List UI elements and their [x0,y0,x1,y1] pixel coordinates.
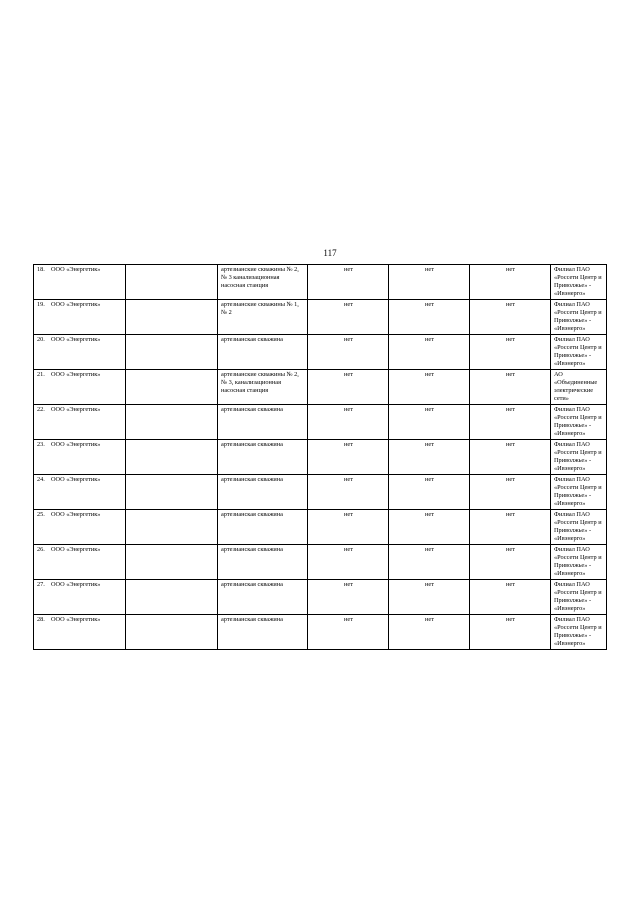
status-cell-2: нет [389,405,470,440]
row-number: 18. [37,266,45,273]
row-number-org-cell [34,510,126,545]
row-number: 19. [37,301,45,308]
row-number-org-cell [34,580,126,615]
row-number-org-cell [34,370,126,405]
table-row [34,300,607,335]
empty-cell [126,440,218,475]
supplier-cell: Филиал ПАО «Россети Центр и Приволжье» - «Ивэнерго» [551,580,607,615]
row-number: 20. [37,336,45,343]
supplier-cell: АО «Объединенные электрические сети» [551,370,607,405]
status-cell-3: нет [470,335,551,370]
status-cell-3: нет [470,440,551,475]
status-cell-1: нет [308,265,389,300]
empty-cell [126,545,218,580]
object-cell: артезианские скважины № 2, № 3 канализационная насосная станция [218,265,308,300]
row-number: 23. [37,441,45,448]
supplier-cell: Филиал ПАО «Россети Центр и Приволжье» - «Ивэнерго» [551,440,607,475]
status-cell-1: нет [308,510,389,545]
empty-cell [126,580,218,615]
supplier-cell: Филиал ПАО «Россети Центр и Приволжье» - «Ивэнерго» [551,545,607,580]
row-number-org-cell [34,475,126,510]
empty-cell [126,615,218,650]
supplier-cell: Филиал ПАО «Россети Центр и Приволжье» - «Ивэнерго» [551,615,607,650]
object-cell: артезианская скважина [218,545,308,580]
status-cell-1: нет [308,335,389,370]
status-cell-2: нет [389,300,470,335]
table-row [34,615,607,650]
empty-cell [126,335,218,370]
organization-name: ООО «Энергетик» [51,441,101,448]
organization-name: ООО «Энергетик» [51,476,101,483]
status-cell-2: нет [389,370,470,405]
row-number: 26. [37,546,45,553]
facilities-table [33,264,607,650]
supplier-cell: Филиал ПАО «Россети Центр и Приволжье» - «Ивэнерго» [551,335,607,370]
object-cell: артезианская скважина [218,615,308,650]
status-cell-2: нет [389,475,470,510]
status-cell-3: нет [470,615,551,650]
status-cell-2: нет [389,545,470,580]
row-number: 21. [37,371,45,378]
row-number-org-cell [34,545,126,580]
empty-cell [126,265,218,300]
empty-cell [126,300,218,335]
organization-name: ООО «Энергетик» [51,581,101,588]
organization-name: ООО «Энергетик» [51,336,101,343]
empty-cell [126,405,218,440]
table-row [34,440,607,475]
empty-cell [126,510,218,545]
object-cell: артезианская скважина [218,580,308,615]
object-cell: артезианские скважины № 1, № 2 [218,300,308,335]
status-cell-2: нет [389,265,470,300]
status-cell-3: нет [470,265,551,300]
page-number: 117 [323,248,337,258]
status-cell-3: нет [470,510,551,545]
table-row [34,545,607,580]
organization-name: ООО «Энергетик» [51,616,101,623]
object-cell: артезианская скважина [218,440,308,475]
object-cell: артезианские скважины № 2, № 3, канализационная насосная станция [218,370,308,405]
status-cell-3: нет [470,580,551,615]
table-body [34,265,607,650]
empty-cell [126,370,218,405]
empty-cell [126,475,218,510]
organization-name: ООО «Энергетик» [51,266,101,273]
table-row [34,475,607,510]
row-number-org-cell [34,335,126,370]
status-cell-2: нет [389,510,470,545]
row-number-org-cell [34,300,126,335]
table-row [34,405,607,440]
row-number-org-cell [34,440,126,475]
row-number: 25. [37,511,45,518]
object-cell: артезианская скважина [218,475,308,510]
supplier-cell: Филиал ПАО «Россети Центр и Приволжье» - «Ивэнерго» [551,405,607,440]
row-number-org-cell [34,615,126,650]
organization-name: ООО «Энергетик» [51,546,101,553]
object-cell: артезианская скважина [218,510,308,545]
status-cell-1: нет [308,300,389,335]
table-row [34,580,607,615]
organization-name: ООО «Энергетик» [51,511,101,518]
status-cell-1: нет [308,615,389,650]
status-cell-1: нет [308,580,389,615]
table-row [34,510,607,545]
status-cell-2: нет [389,615,470,650]
row-number: 27. [37,581,45,588]
status-cell-1: нет [308,405,389,440]
status-cell-1: нет [308,475,389,510]
status-cell-3: нет [470,300,551,335]
row-number: 24. [37,476,45,483]
organization-name: ООО «Энергетик» [51,301,101,308]
table-row [34,265,607,300]
supplier-cell: Филиал ПАО «Россети Центр и Приволжье» - «Ивэнерго» [551,510,607,545]
supplier-cell: Филиал ПАО «Россети Центр и Приволжье» - «Ивэнерго» [551,475,607,510]
object-cell: артезианская скважина [218,405,308,440]
object-cell: артезианская скважина [218,335,308,370]
supplier-cell: Филиал ПАО «Россети Центр и Приволжье» - «Ивэнерго» [551,300,607,335]
row-number-org-cell [34,405,126,440]
status-cell-2: нет [389,335,470,370]
table-row [34,335,607,370]
supplier-cell: Филиал ПАО «Россети Центр и Приволжье» - «Ивэнерго» [551,265,607,300]
status-cell-3: нет [470,545,551,580]
status-cell-1: нет [308,440,389,475]
organization-name: ООО «Энергетик» [51,371,101,378]
status-cell-1: нет [308,545,389,580]
status-cell-3: нет [470,475,551,510]
row-number: 28. [37,616,45,623]
row-number: 22. [37,406,45,413]
table-row [34,370,607,405]
status-cell-1: нет [308,370,389,405]
status-cell-3: нет [470,370,551,405]
row-number-org-cell [34,265,126,300]
status-cell-2: нет [389,440,470,475]
status-cell-2: нет [389,580,470,615]
organization-name: ООО «Энергетик» [51,406,101,413]
status-cell-3: нет [470,405,551,440]
